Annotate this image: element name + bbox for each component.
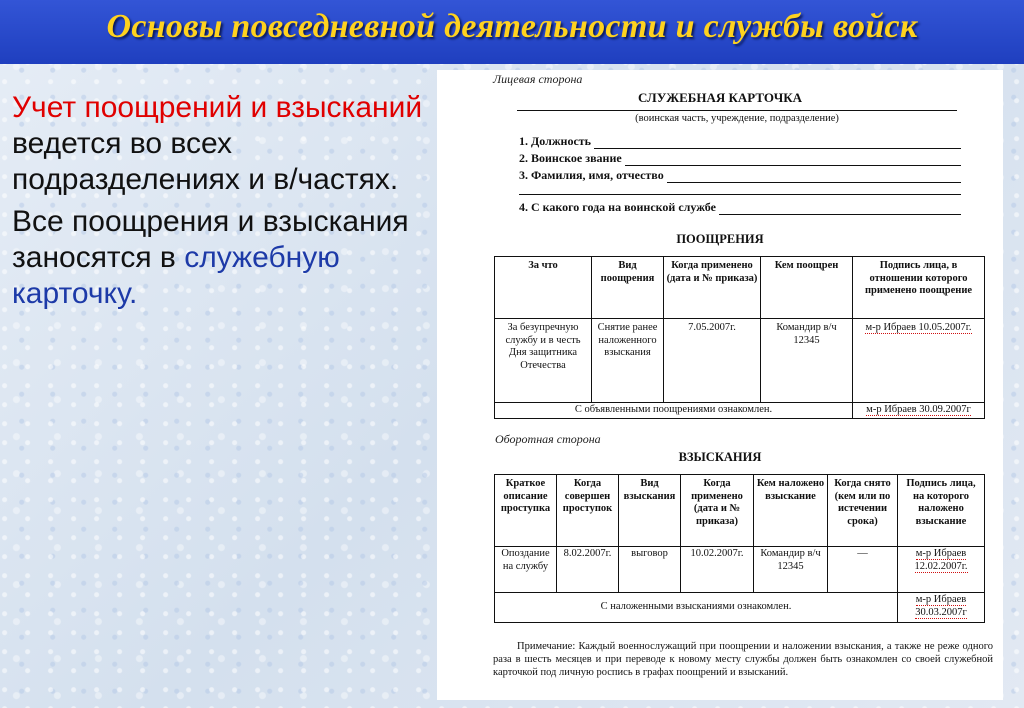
header-cell: Кем поощрен [761, 257, 853, 319]
field-extra-line [519, 194, 961, 195]
paragraph-accounting [12, 90, 432, 198]
header-cell: Вид взыскания [619, 475, 681, 547]
field-label: 4. С какого года на воинской службе [519, 200, 716, 214]
back-side-label: Оборотная сторона [495, 432, 601, 446]
signature: м-р Ибраев 30.03.2007г [915, 594, 967, 618]
header-cell: Кем наложено взыскание [754, 475, 828, 547]
rewards-table [494, 256, 985, 419]
ack-signature-cell [898, 593, 985, 623]
title-bar [0, 0, 1024, 64]
service-card-image [437, 70, 1003, 700]
signature-cell [853, 319, 985, 403]
unit-line [517, 110, 957, 111]
signature-cell [898, 547, 985, 593]
header-cell: Когда снято (кем или по истечении срока) [828, 475, 898, 547]
ack-cell: С объявленными поощрениями ознакомлен. [495, 403, 853, 419]
front-side-label: Лицевая сторона [493, 72, 583, 86]
header-cell: Вид поощрения [592, 257, 664, 319]
penalties-title: ВЗЫСКАНИЯ [678, 450, 762, 464]
header-cell: Подпись лица, на которого наложено взыскание [898, 475, 985, 547]
field-rank [519, 151, 961, 166]
highlight-blue-text: служебную карточку. [12, 241, 340, 310]
header-cell: Когда применено (дата и № приказа) [681, 475, 754, 547]
signature: м-р Ибраев 10.05.2007г. [865, 322, 972, 333]
cell: 8.02.2007г. [557, 547, 619, 593]
field-line [719, 202, 961, 215]
field-line [625, 153, 961, 166]
slide-title: Основы повседневной деятельности и службы войск [106, 8, 918, 45]
footnote: Примечание: Каждый военнослужащий при поощрении и наложении взыскания, а также не реже одного раза в шесть месяцев и при переводе к новому месту службы должен быть ознакомлен со своей служебной карточкой под личную роспись в графах поощрений и взысканий. [493, 641, 993, 678]
cell: Командир в/ч 12345 [754, 547, 828, 593]
rewards-title: ПООЩРЕНИЯ [676, 232, 764, 246]
field-service-year [519, 200, 961, 215]
signature: м-р Ибраев 12.02.2007г. [914, 548, 968, 572]
field-line [667, 170, 961, 183]
unit-caption-text: (воинская часть, учреждение, подразделение) [635, 113, 839, 124]
cell: 10.02.2007г. [681, 547, 754, 593]
header-cell: Подпись лица, в отношении которого применено поощрение [853, 257, 985, 319]
card-title: СЛУЖЕБНАЯ КАРТОЧКА [637, 90, 803, 105]
cell: За безупречную службу и в честь Дня защитника Отечества [495, 319, 592, 403]
table-header-row [495, 257, 985, 319]
signature: м-р Ибраев 30.09.2007г [866, 404, 971, 415]
field-position [519, 134, 961, 149]
field-label: 2. Воинское звание [519, 151, 622, 165]
field-label: 1. Должность [519, 134, 592, 148]
slide-body-text [12, 90, 432, 318]
field-fullname [519, 168, 961, 183]
paragraph-text: ведется во всех подразделениях и в/частях. [12, 127, 399, 196]
table-row [495, 319, 985, 403]
cell: Снятие ранее наложенного взыскания [592, 319, 664, 403]
header-cell: Когда совершен проступок [557, 475, 619, 547]
header-cell: За что [495, 257, 592, 319]
field-line [594, 136, 961, 149]
field-label: 3. Фамилия, имя, отчество [519, 168, 664, 182]
table-row [495, 593, 985, 623]
penalties-table [494, 474, 985, 623]
cell: 7.05.2007г. [664, 319, 761, 403]
header-cell: Краткое описание проступка [495, 475, 557, 547]
highlight-red-text: Учет поощрений и взысканий [12, 91, 423, 124]
header-cell: Когда применено (дата и № приказа) [664, 257, 761, 319]
ack-signature-cell [853, 403, 985, 419]
cell: — [828, 547, 898, 593]
table-row [495, 403, 985, 419]
paragraph-text: Все поощрения и взыскания заносятся в [12, 205, 409, 274]
table-row [495, 547, 985, 593]
cell: Командир в/ч 12345 [761, 319, 853, 403]
cell: Опоздание на службу [495, 547, 557, 593]
paragraph-entry [12, 204, 432, 312]
cell: выговор [619, 547, 681, 593]
unit-caption [497, 110, 977, 124]
table-header-row [495, 475, 985, 547]
ack-cell: С наложенными взысканиями ознакомлен. [495, 593, 898, 623]
